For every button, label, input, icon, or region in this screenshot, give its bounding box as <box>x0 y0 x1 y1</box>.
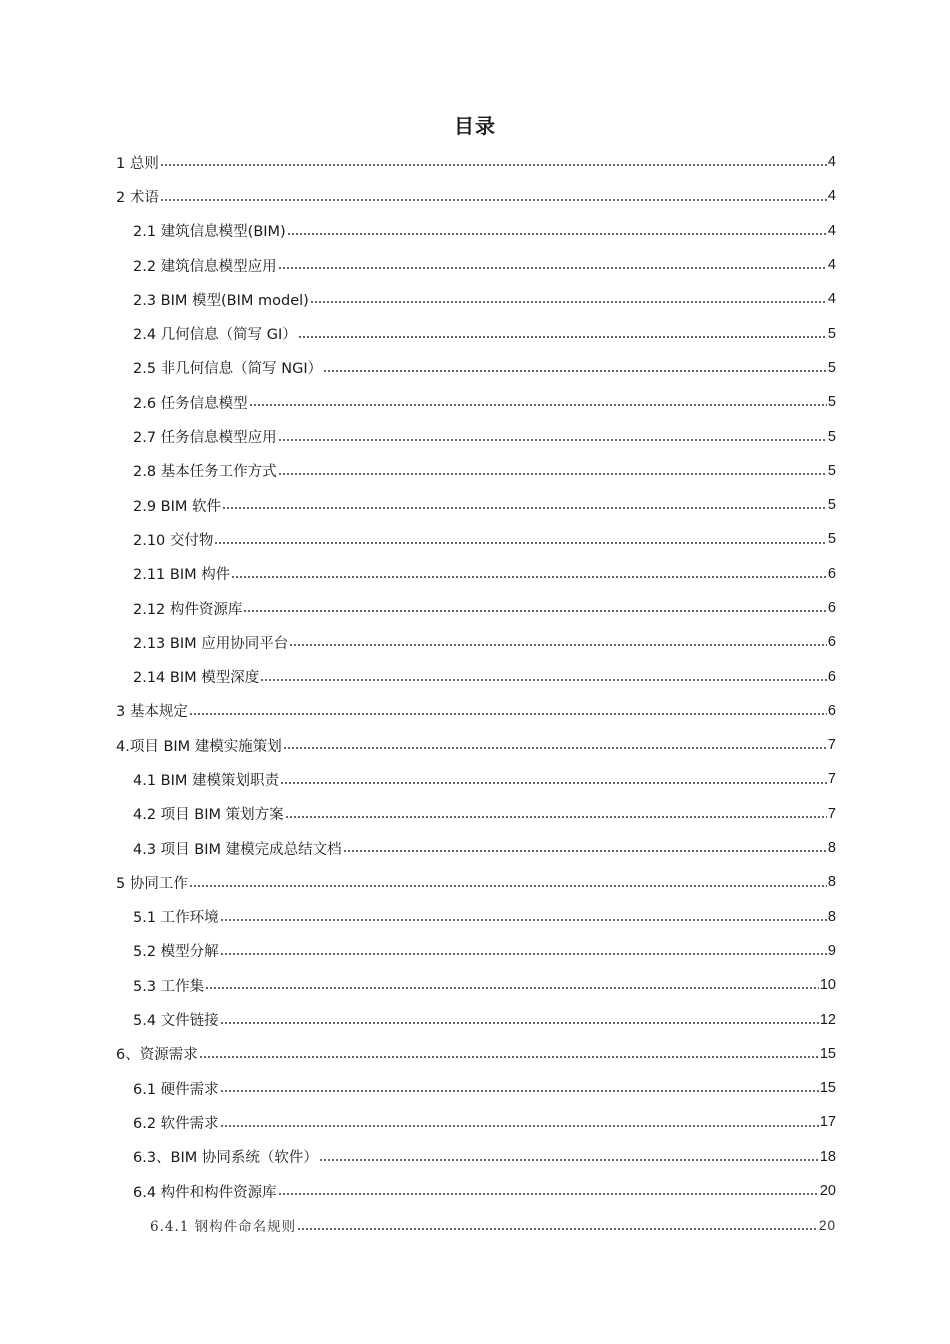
toc-entry-page-number: 6 <box>827 600 836 616</box>
toc-entry-label: 1 总则 <box>116 155 159 172</box>
toc-entry[interactable] <box>116 694 836 728</box>
toc-entry[interactable] <box>116 591 836 625</box>
toc-entry-page-number: 5 <box>827 359 836 376</box>
toc-entry-page-number: 5 <box>827 497 836 514</box>
toc-entry-page-number: 18 <box>819 1148 836 1165</box>
dot-leader <box>278 1192 819 1196</box>
toc-entry-label: 5.2 模型分解 <box>133 944 219 961</box>
toc-entry-page-number: 15 <box>819 1080 836 1097</box>
toc-entry-label: 2.9 BIM 软件 <box>133 498 222 515</box>
toc-entry-label: 6.4 构件和构件资源库 <box>133 1184 277 1201</box>
toc-entry-page-number: 4 <box>827 222 836 239</box>
dot-leader <box>160 163 827 167</box>
toc-entry[interactable] <box>116 728 836 762</box>
toc-entry-page-number: 6 <box>827 702 836 719</box>
toc-entry-label: 2.2 建筑信息模型应用 <box>133 258 277 275</box>
toc-title: 目录 <box>454 114 496 138</box>
toc-entry-page-number: 17 <box>819 1114 836 1131</box>
toc-entry-page-number: 5 <box>827 531 836 548</box>
toc-entry-label: 6.4.1 钢构件命名规则 <box>150 1219 297 1236</box>
toc-entry[interactable] <box>116 557 836 591</box>
dot-leader <box>205 986 819 990</box>
toc-entry[interactable] <box>116 762 836 796</box>
dot-leader <box>220 1124 819 1128</box>
toc-entry-page-number: 5 <box>827 325 836 342</box>
dot-leader <box>319 1158 819 1162</box>
dot-leader <box>220 918 827 922</box>
toc-entry[interactable] <box>116 145 836 179</box>
toc-entry[interactable] <box>116 831 836 865</box>
toc-entry-page-number: 6 <box>827 668 836 685</box>
toc-entry-label: 2 术语 <box>116 189 159 206</box>
toc-entry-page-number: 6 <box>827 634 836 651</box>
toc-entry-page-number: 6 <box>827 565 836 582</box>
toc-entry-label: 4.3 项目 BIM 建模完成总结文档 <box>133 841 342 858</box>
toc-entry-label: 2.8 基本任务工作方式 <box>133 464 277 481</box>
dot-leader <box>323 369 827 373</box>
dot-leader <box>160 198 827 202</box>
toc-list <box>116 145 836 1243</box>
toc-entry-label: 2.13 BIM 应用协同平台 <box>133 635 289 652</box>
dot-leader <box>280 781 827 785</box>
dot-leader <box>283 746 827 750</box>
toc-entry-page-number: 5 <box>827 394 836 411</box>
dot-leader <box>278 438 827 442</box>
toc-entry-label: 6.2 软件需求 <box>133 1115 219 1132</box>
toc-entry[interactable] <box>116 522 836 556</box>
toc-entry-label: 6.3、BIM 协同系统（软件） <box>133 1150 318 1167</box>
toc-entry[interactable] <box>116 659 836 693</box>
dot-leader <box>220 1021 819 1025</box>
toc-entry-page-number: 20 <box>818 1217 836 1233</box>
toc-entry[interactable] <box>116 316 836 350</box>
toc-entry-label: 6、资源需求 <box>116 1047 198 1064</box>
toc-entry-label: 2.14 BIM 模型深度 <box>133 670 260 687</box>
dot-leader <box>287 232 827 236</box>
dot-leader <box>260 678 827 682</box>
dot-leader <box>199 1055 819 1059</box>
toc-entry-page-number: 8 <box>827 874 836 891</box>
toc-entry-label: 5.3 工作集 <box>133 978 205 995</box>
toc-entry[interactable] <box>116 282 836 316</box>
toc-entry-page-number: 15 <box>819 1045 836 1062</box>
toc-entry-page-number: 4 <box>827 154 836 171</box>
toc-entry-label: 2.6 任务信息模型 <box>133 395 248 412</box>
dot-leader <box>310 300 827 304</box>
toc-entry-page-number: 12 <box>819 1011 836 1028</box>
toc-entry-page-number: 7 <box>827 737 836 754</box>
dot-leader <box>189 712 827 716</box>
dot-leader <box>249 403 827 407</box>
toc-entry[interactable] <box>116 1140 836 1174</box>
toc-entry-label: 5.4 文件链接 <box>133 1013 219 1030</box>
toc-entry[interactable] <box>116 1071 836 1105</box>
toc-entry[interactable] <box>116 1174 836 1208</box>
toc-entry-label: 3 基本规定 <box>116 704 188 721</box>
toc-entry-page-number: 7 <box>827 805 836 822</box>
toc-entry-label: 4.1 BIM 建模策划职责 <box>133 772 280 789</box>
toc-entry-label: 2.12 构件资源库 <box>133 601 243 618</box>
dot-leader <box>297 1227 818 1231</box>
toc-entry[interactable] <box>116 1208 836 1242</box>
toc-entry[interactable] <box>116 179 836 213</box>
toc-entry-label: 2.7 任务信息模型应用 <box>133 430 277 447</box>
toc-entry[interactable] <box>116 385 836 419</box>
toc-entry-page-number: 20 <box>819 1183 836 1200</box>
toc-entry-page-number: 5 <box>827 428 836 445</box>
toc-entry-label: 2.5 非几何信息（简写 NGI） <box>133 361 323 378</box>
toc-entry[interactable] <box>116 1105 836 1139</box>
toc-entry[interactable] <box>116 454 836 488</box>
toc-entry-page-number: 9 <box>827 942 836 959</box>
toc-entry-label: 2.11 BIM 构件 <box>133 567 231 584</box>
toc-entry[interactable] <box>116 1037 836 1071</box>
toc-entry-label: 2.4 几何信息（简写 GI） <box>133 327 297 344</box>
dot-leader <box>231 575 827 579</box>
toc-entry[interactable] <box>116 797 836 831</box>
toc-entry[interactable] <box>116 419 836 453</box>
dot-leader <box>222 506 827 510</box>
toc-entry-page-number: 8 <box>827 840 836 857</box>
toc-entry-page-number: 7 <box>827 771 836 788</box>
toc-entry[interactable] <box>116 968 836 1002</box>
dot-leader <box>285 815 827 819</box>
toc-entry-page-number: 5 <box>827 462 836 479</box>
dot-leader <box>214 541 827 545</box>
dot-leader <box>278 266 827 270</box>
dot-leader <box>220 1089 819 1093</box>
dot-leader <box>298 335 827 339</box>
toc-entry[interactable] <box>116 900 836 934</box>
dot-leader <box>243 609 827 613</box>
toc-entry-label: 4.项目 BIM 建模实施策划 <box>116 738 282 755</box>
toc-entry-label: 2.1 建筑信息模型(BIM) <box>133 224 286 241</box>
toc-entry[interactable] <box>116 934 836 968</box>
dot-leader <box>189 884 827 888</box>
toc-entry[interactable] <box>116 865 836 899</box>
toc-entry-label: 4.2 项目 BIM 策划方案 <box>133 807 284 824</box>
dot-leader <box>278 472 827 476</box>
dot-leader <box>343 849 827 853</box>
toc-entry-label: 5 协同工作 <box>116 875 188 892</box>
toc-entry[interactable] <box>116 214 836 248</box>
dot-leader <box>289 643 827 647</box>
toc-entry[interactable] <box>116 351 836 385</box>
toc-entry-label: 6.1 硬件需求 <box>133 1081 219 1098</box>
toc-entry-page-number: 8 <box>827 908 836 925</box>
toc-entry-label: 2.10 交付物 <box>133 532 214 549</box>
toc-entry-label: 5.1 工作环境 <box>133 910 219 927</box>
toc-entry-page-number: 4 <box>827 188 836 205</box>
toc-entry-page-number: 10 <box>819 977 836 994</box>
toc-entry[interactable] <box>116 248 836 282</box>
toc-entry[interactable] <box>116 488 836 522</box>
toc-entry[interactable] <box>116 1002 836 1036</box>
toc-entry-label: 2.3 BIM 模型(BIM model) <box>133 292 309 309</box>
dot-leader <box>220 952 827 956</box>
toc-entry[interactable] <box>116 625 836 659</box>
toc-entry-page-number: 4 <box>827 291 836 308</box>
toc-entry-page-number: 4 <box>827 257 836 274</box>
